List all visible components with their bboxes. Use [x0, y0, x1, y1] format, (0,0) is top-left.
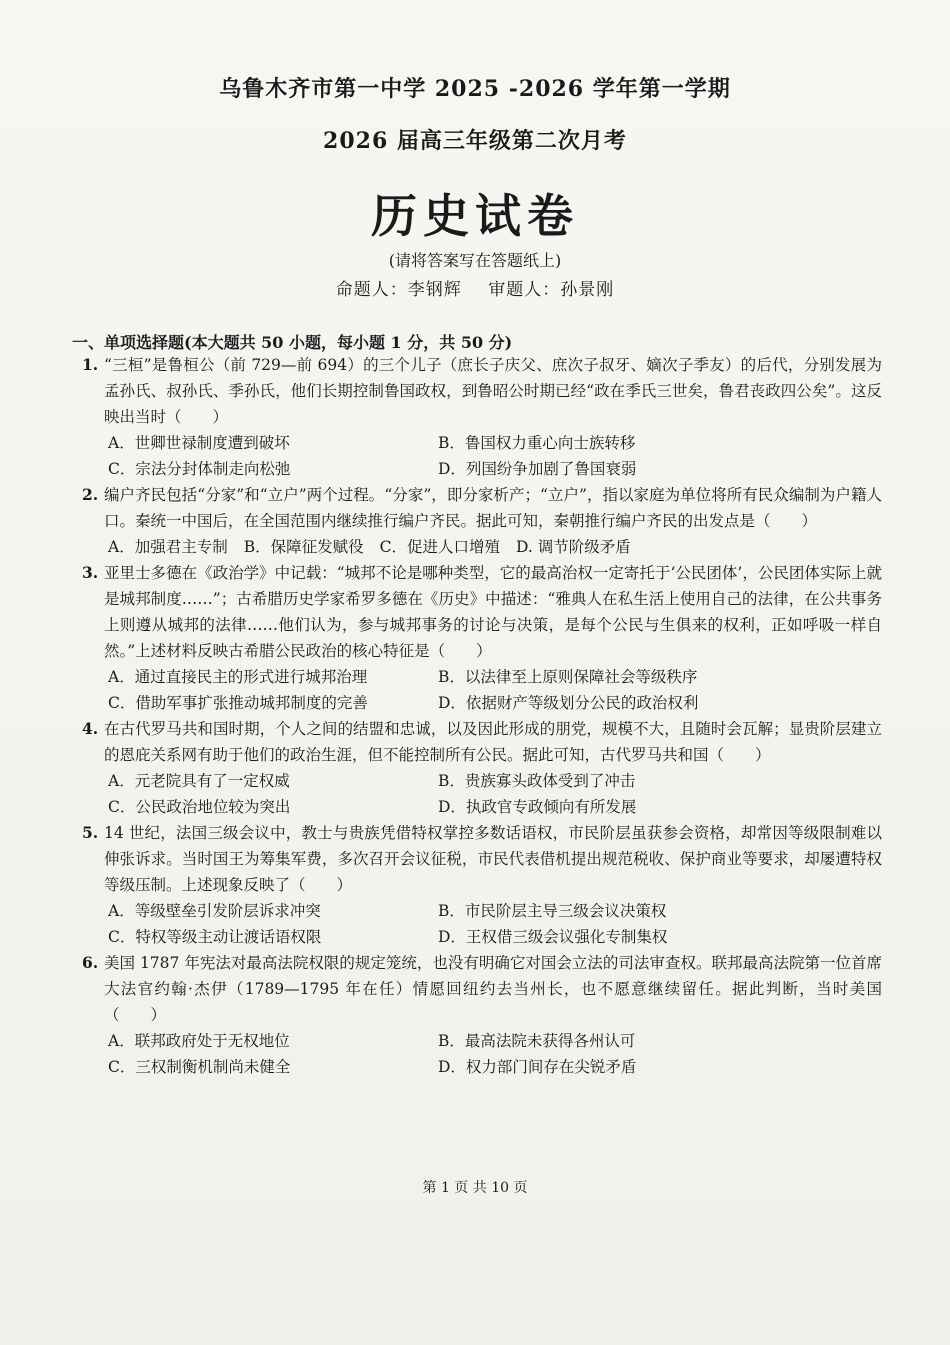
question-number: 6. [82, 953, 99, 972]
option-c: C．宗法分封体制走向松弛 [108, 460, 291, 478]
question-number: 2. [82, 485, 99, 504]
option-b: B．市民阶层主导三级会议决策权 [438, 902, 667, 920]
question-number: 5. [82, 823, 99, 842]
option-d: D．依据财产等级划分公民的政治权利 [438, 694, 699, 712]
question-number: 3. [82, 563, 99, 582]
question-stem: “三桓”是鲁桓公（前 729—前 694）的三个儿子（庶长子庆父、庶次子叔牙、嫡次子季友）的后代，分别发展为孟孙氏、叔孙氏、季孙氏，他们长期控制鲁国政权，到鲁昭公时期已经“政在季氏三世矣，鲁君丧政四公矣”。这反映出当时（ ） [104, 356, 882, 426]
authors-line [0, 275, 950, 300]
option-d: D. 调节阶级矛盾 [515, 538, 631, 556]
question-stem: 在古代罗马共和国时期，个人之间的结盟和忠诚，以及因此形成的朋党，规模不大，且随时会瓦解；显贵阶层建立的恩庇关系网有助于他们的政治生涯，但不能控制所有公民。据此可知，古代罗马共和国（ ） [104, 720, 882, 764]
question-stem: 美国 1787 年宪法对最高法院权限的规定笼统，也没有明确它对国会立法的司法审查权。联邦最高法院第一位首席大法官约翰·杰伊（1789—1795 年在任）情愿回纽约去当州长，也不愿意继续留任。据此判断，当时美国（ ） [104, 954, 882, 1024]
question-stem: 亚里士多德在《政治学》中记载：“城邦不论是哪种类型，它的最高治权一定寄托于‘公民团体’，公民团体实际上就是城邦制度……”；古希腊历史学家希罗多德在《历史》中描述：“雅典人在私生活上使用自己的法律，在公共事务上则遵从城邦的法律……他们认为，参与城邦事务的讨论与决策，是每个公民与生俱来的权利，正如呼吸一样自然。”上述材料反映古希腊公民政治的核心特征是（ ） [104, 564, 882, 660]
option-d: D．王权借三级会议强化专制集权 [438, 928, 668, 946]
option-c: C．促进人口增殖 [379, 538, 500, 556]
option-a: A．元老院具有了一定权威 [108, 772, 290, 790]
question-list [82, 352, 882, 1080]
option-b: B．最高法院未获得各州认可 [438, 1032, 636, 1050]
option-c: C．借助军事扩张推动城邦制度的完善 [108, 694, 368, 712]
option-c: C．公民政治地位较为突出 [108, 798, 291, 816]
option-a: A．加强君主专制 [108, 538, 228, 556]
school-line: 乌鲁木齐市第一中学 2025 -2026 学年第一学期 [219, 76, 731, 102]
question-6 [82, 950, 882, 1080]
option-d: D．执政官专政倾向有所发展 [438, 798, 637, 816]
question-number: 1. [82, 355, 99, 374]
section-title: 一、单项选择题(本大题共 50 小题，每小题 1 分，共 50 分) [72, 333, 513, 352]
question-1 [82, 352, 882, 482]
option-c: C．特权等级主动让渡话语权限 [108, 928, 322, 946]
option-b: B．以法律至上原则保障社会等级秩序 [438, 668, 698, 686]
option-a: A．通过直接民主的形式进行城邦治理 [108, 668, 368, 686]
question-stem: 14 世纪，法国三级会议中，教士与贵族凭借特权掌控多数话语权，市民阶层虽获参会资格，却常因等级限制难以伸张诉求。当时国王为筹集军费，多次召开会议征税，市民代表借机提出规范税收、保护商业等要求，却屡遭特权等级压制。上述现象反映了（ ） [104, 824, 882, 894]
page-footer: 第 1 页 共 10 页 [422, 1180, 528, 1196]
question-5 [82, 820, 882, 950]
answer-note: (请将答案写在答题纸上) [388, 251, 562, 270]
option-b: B．鲁国权力重心向士族转移 [438, 434, 636, 452]
option-b: B．保障征发赋役 [243, 538, 364, 556]
question-4 [82, 716, 882, 820]
grade-line: 2026 届高三年级第二次月考 [323, 128, 627, 154]
question-number: 4. [82, 719, 99, 738]
option-d: D．列国纷争加剧了鲁国衰弱 [438, 460, 637, 478]
question-3 [82, 560, 882, 716]
page-title: 历史试卷 [371, 189, 579, 243]
question-2 [82, 482, 882, 560]
author: 命题人：李钢辉 [335, 280, 462, 300]
option-c: C．三权制衡机制尚未健全 [108, 1058, 291, 1076]
option-d: D．权力部门间存在尖锐矛盾 [438, 1058, 637, 1076]
option-b: B．贵族寡头政体受到了冲击 [438, 772, 636, 790]
option-a: A．世卿世禄制度遭到破坏 [108, 434, 290, 452]
reviewer: 审题人：孙景刚 [488, 280, 615, 300]
option-a: A．等级壁垒引发阶层诉求冲突 [108, 902, 321, 920]
question-stem: 编户齐民包括“分家”和“立户”两个过程。“分家”，即分家析产；“立户”，指以家庭为单位将所有民众编制为户籍人口。秦统一中国后，在全国范围内继续推行编户齐民。据此可知，秦朝推行编户齐民的出发点是（ ） [104, 486, 882, 530]
option-a: A．联邦政府处于无权地位 [108, 1032, 290, 1050]
